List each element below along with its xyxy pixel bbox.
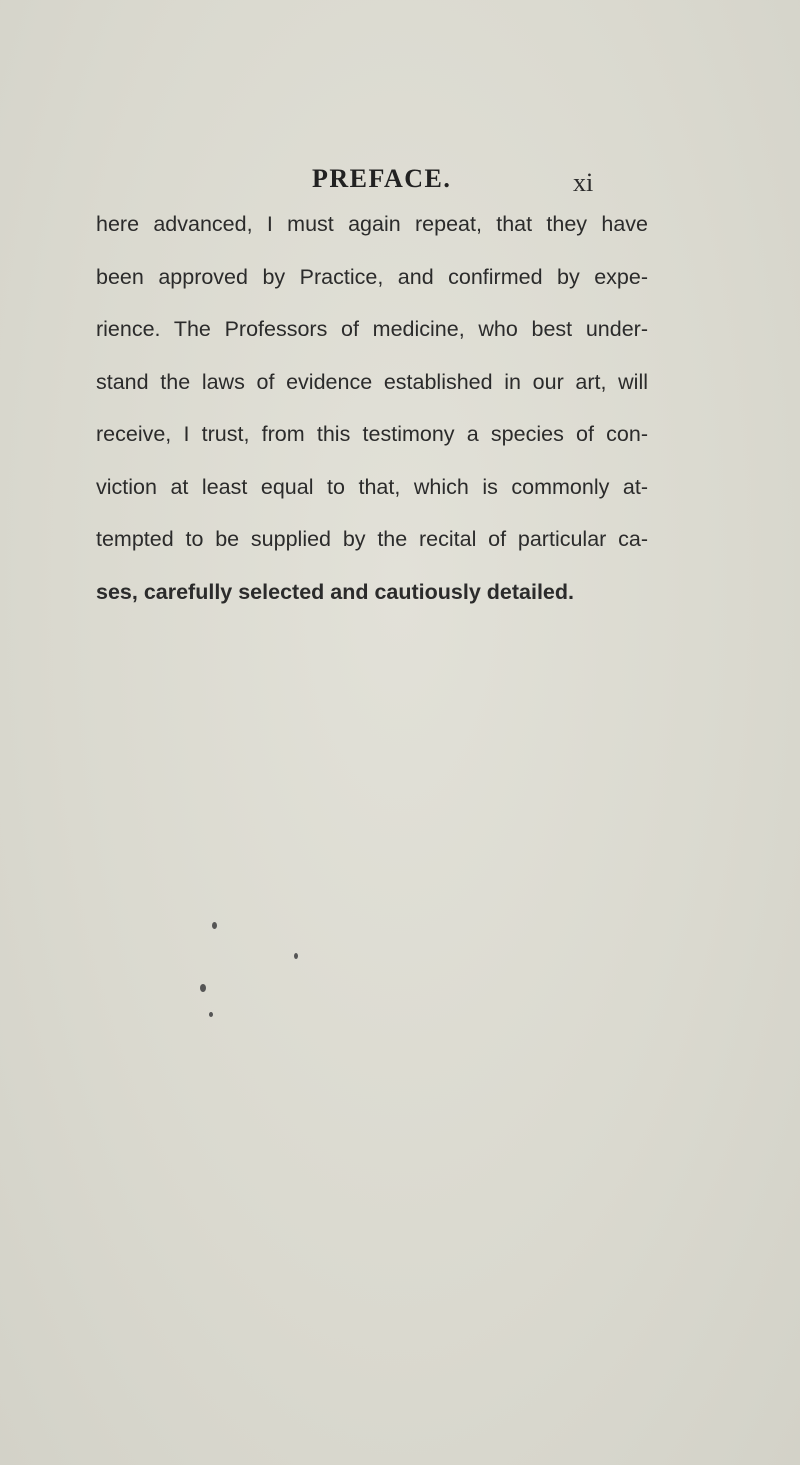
running-head xyxy=(0,160,800,200)
page-number: xi xyxy=(573,168,594,197)
text-line: here advanced, I must again repeat, that they have xyxy=(96,212,648,236)
ink-speck xyxy=(209,1012,213,1017)
text-line: receive, I trust, from this testimony a species of con- xyxy=(96,422,648,446)
text-line: stand the laws of evidence established in our art, will xyxy=(96,369,648,394)
page-title: PREFACE. xyxy=(312,164,452,193)
text-line: tempted to be supplied by the recital of particular ca- xyxy=(96,527,648,551)
text-line: rience. The Professors of medicine, who best under- xyxy=(96,317,648,341)
text-line: viction at least equal to that, which is commonly at- xyxy=(96,474,648,499)
ink-speck xyxy=(212,922,217,929)
text-line: ses, carefully selected and cautiously detailed. xyxy=(96,579,574,604)
text-line: been approved by Practice, and confirmed by expe- xyxy=(96,264,648,289)
body-paragraph xyxy=(96,198,648,618)
ink-speck xyxy=(294,953,298,959)
ink-speck xyxy=(200,984,206,992)
